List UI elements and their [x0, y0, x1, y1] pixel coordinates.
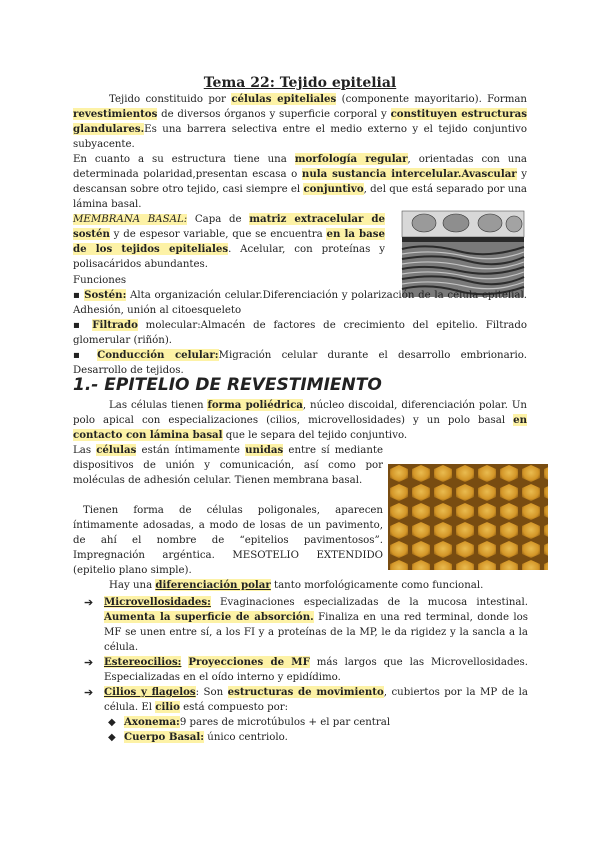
highlight: en contacto con lámina basal	[73, 414, 527, 441]
highlight: conjuntivo	[303, 183, 364, 195]
highlight: nula sustancia intercelular.	[301, 168, 462, 180]
highlight: Microvellosidades:	[104, 596, 211, 608]
text: : Son	[195, 687, 228, 698]
list-item	[78, 685, 528, 715]
funciones-list	[73, 273, 527, 378]
text: está compuesto por:	[179, 702, 289, 713]
highlight: Avascular	[461, 168, 517, 180]
text: En cuanto a su estructura tiene una	[73, 154, 295, 165]
highlight: en la base de los tejidos epiteliales	[73, 228, 385, 255]
bullet-icon: ▪	[73, 290, 81, 301]
highlight: Proyecciones de MF	[188, 656, 310, 668]
text: Las células tienen	[109, 400, 208, 411]
list-item	[73, 348, 527, 378]
list-item	[78, 595, 528, 655]
section1-paragraph-2	[73, 443, 383, 488]
highlight: Cilios y flagelos	[104, 686, 196, 698]
intro-paragraph	[73, 92, 527, 152]
text: , cubiertos por la MP de la célula. El	[104, 687, 528, 713]
text: , del que está separado por una lámina basal.	[73, 184, 527, 210]
membrana-label: MEMBRANA BASAL:	[73, 214, 188, 225]
highlight: revestimientos	[73, 108, 158, 120]
funciones-heading: Funciones	[73, 275, 127, 286]
highlight: constituyen estructuras glandulares.	[73, 108, 527, 135]
text: , orientadas con una determinada polaridad,presentan escasa o	[73, 154, 527, 180]
text: Migración celular durante el desarrollo embrionario. Desarrollo de tejidos.	[73, 350, 527, 376]
text: 9 pares de microtúbulos + el par central	[179, 717, 391, 728]
membrana-basal-paragraph	[73, 212, 385, 272]
text: (componente mayoritario). Forman	[336, 94, 527, 105]
section1-paragraph-4	[73, 578, 527, 593]
text: y descansan sobre otro tejido, casi siempre el	[73, 169, 528, 195]
list-item	[78, 655, 528, 685]
text: y de espesor variable, que se encuentra	[109, 229, 327, 240]
text: Hay una	[109, 580, 156, 591]
highlight: morfología regular	[294, 153, 408, 165]
highlight: Filtrado	[92, 319, 138, 331]
highlight: Sostén:	[84, 289, 127, 301]
section1-paragraph-1	[73, 398, 527, 443]
text: están íntimamente	[136, 445, 246, 456]
text: Capa de	[187, 214, 250, 225]
text: . Acelular, con proteínas y polisacáridos abundantes.	[73, 244, 385, 270]
text: Alta organización celular.Diferenciación y polarización de la célula epitelial. Adhesión, unión al citoesqueleto	[73, 290, 527, 316]
text: Las	[73, 445, 97, 456]
highlight: Aumenta la superficie de absorción.	[104, 611, 314, 623]
text: Finaliza en una red terminal, donde los MF se unen entre sí, a los FI y a proteínas de la MP, le da rigidez y la sancla a la célula.	[104, 612, 528, 653]
highlight: cilio	[155, 701, 180, 713]
list-item	[78, 730, 528, 745]
highlight: Estereocilios:	[104, 656, 182, 668]
text: de diversos órganos y superficie corporal y	[157, 109, 391, 120]
highlight: unidas	[245, 444, 284, 456]
list-item	[73, 318, 527, 348]
highlight: matriz extracelular de sostén	[73, 213, 385, 240]
specializations-list	[78, 595, 528, 745]
text: entre sí mediante dispositivos de unión y comunicación, así como por moléculas de adhesión celular. Tienen membrana basal.	[73, 445, 384, 486]
estructura-paragraph	[73, 152, 527, 212]
section1-paragraph-3: Tienen forma de células poligonales, aparecen íntimamente adosadas, a modo de losas de un pavimento, de ahí el nombre de “epitelios pavimentosos”. Impregnación argéntica. MESOTELIO EXTENDIDO (epitelio plano simple).	[73, 505, 383, 576]
highlight: Axonema:	[124, 716, 180, 728]
highlight: Conducción celular:	[97, 349, 219, 361]
text: tanto morfológicamente como funcional.	[270, 580, 484, 591]
text: Es una barrera selectiva entre el medio externo y el tejido conjuntivo subyacente.	[73, 124, 527, 150]
text: Tejido constituido por	[109, 94, 232, 105]
bullet-icon: ▪	[73, 320, 85, 331]
list-item	[78, 715, 528, 730]
epitelio-pavimentoso-micrograph	[388, 464, 548, 570]
highlight: células epiteliales	[231, 93, 337, 105]
text: único centriolo.	[204, 732, 288, 743]
section-heading: 1.- EPITELIO DE REVESTIMIENTO	[73, 375, 382, 395]
bullet-icon: ▪	[73, 350, 87, 361]
text: molecular:Almacén de factores de crecimiento del epitelio. Filtrado glomerular (riñón).	[73, 320, 527, 346]
list-item	[73, 288, 527, 318]
highlight: forma poliédrica	[207, 399, 303, 411]
text: más largos que las Microvellosidades. Especializadas en el oído interno y epidídimo.	[104, 657, 528, 683]
highlight: estructuras de movimiento	[227, 686, 384, 698]
highlight: diferenciación polar	[155, 579, 271, 591]
text: Evaginaciones especializadas de la mucosa intestinal.	[210, 597, 528, 608]
highlight: Cuerpo Basal:	[124, 731, 205, 743]
text: , núcleo discoidal, diferenciación polar. Un polo apical con especializaciones (cilios, microvellosidades) y un polo basal	[73, 400, 527, 426]
text: que le separa del tejido conjuntivo.	[222, 430, 408, 441]
page-title: Tema 22: Tejido epitelial	[203, 75, 397, 91]
highlight: células	[96, 444, 137, 456]
